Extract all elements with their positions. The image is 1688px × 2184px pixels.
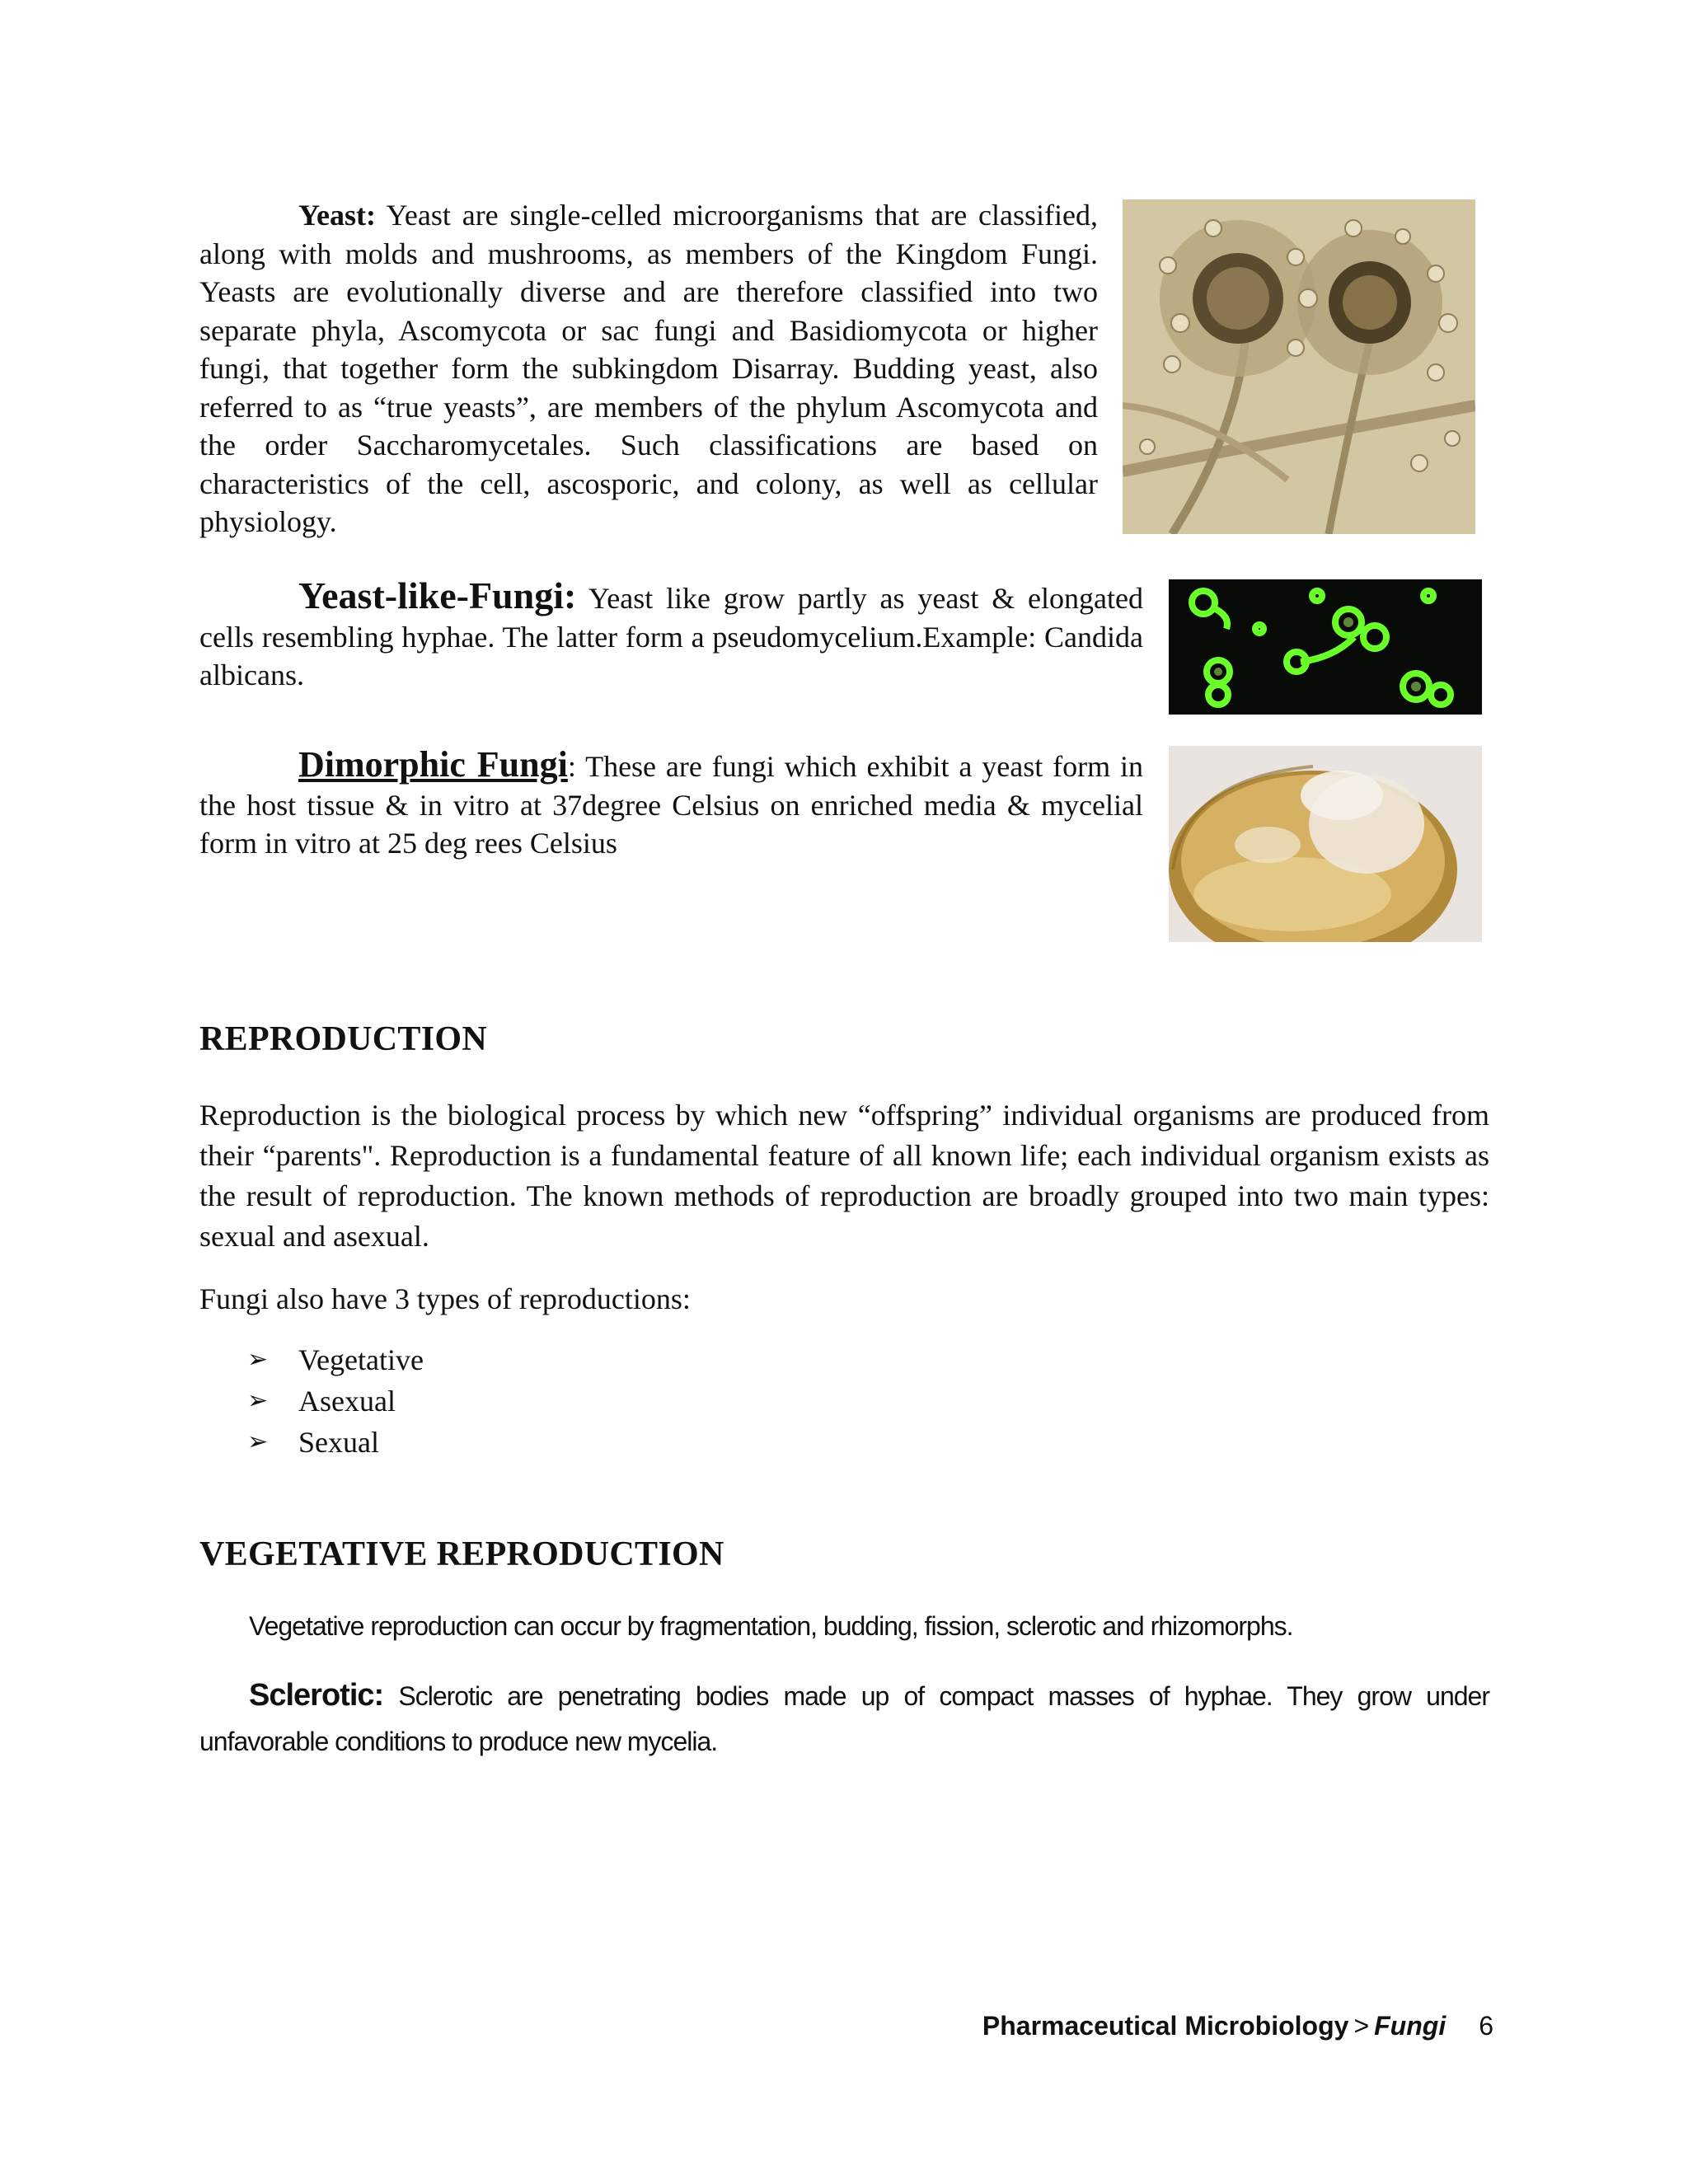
reproduction-heading: REPRODUCTION [199, 1020, 487, 1058]
dimorphic-colon: : [567, 750, 576, 783]
yeast-paragraph [199, 196, 1098, 541]
reproduction-types-list [247, 1339, 424, 1463]
dimorphic-text: These are fungi which exhibit a yeast form in the host tissue & in vitro at 37degree Celsius on enriched media & mycelial form in vitro at 25 deg rees Celsius [199, 750, 1143, 860]
page-number: 6 [1479, 2011, 1493, 2041]
arrow-bullet-icon: ➢ [247, 1345, 269, 1374]
sclerotic-paragraph [199, 1673, 1489, 1765]
footer-title: Pharmaceutical Microbiology [982, 2011, 1349, 2041]
sclerotic-text: Sclerotic are penetrating bodies made up of compact masses of hyphae. They grow under unfavorable conditions to produce new mycelia. [199, 1681, 1490, 1756]
petri-dish-culture-photo [1169, 746, 1482, 942]
footer-subtitle: Fungi [1374, 2011, 1447, 2041]
types-intro: Fungi also have 3 types of reproductions: [199, 1282, 691, 1315]
fungal-sporangia-micrograph [1123, 199, 1475, 534]
arrow-bullet-icon: ➢ [247, 1427, 269, 1456]
page-footer [982, 2011, 1493, 2041]
dimorphic-paragraph [199, 746, 1143, 863]
yeast-like-text: Yeast like grow partly as yeast & elongated cells resembling hyphae. The latter form a pseudomycelium.Example: Candida albicans. [199, 582, 1143, 691]
list-item: ➢ Vegetative [247, 1339, 424, 1380]
list-item: ➢ Asexual [247, 1380, 424, 1422]
arrow-bullet-icon: ➢ [247, 1386, 269, 1415]
dimorphic-lead: Dimorphic Fungi [298, 744, 568, 785]
yeast-text: Yeast are single-celled microorganisms that are classified, along with molds and mushrooms, as members of the Kingdom Fungi. Yeasts are evolutionally diverse and are therefore classified into two separate phyla, Ascomycota or sac fungi and Basidiomycota or higher fungi, that together form the subkingdom Disarray. Budding yeast, also referred to as “true yeasts”, are members of the phylum Ascomycota and the order Saccharomycetales. Such classifications are based on characteristics of the cell, ascosporic, and colony, as well as cellular physiology. [199, 199, 1098, 538]
vegetative-heading: VEGETATIVE REPRODUCTION [199, 1535, 724, 1573]
vegetative-paragraph: Vegetative reproduction can occur by fragmentation, budding, fission, sclerotic and rhizomorphs. [249, 1611, 1293, 1641]
candida-fluorescence-micrograph [1169, 579, 1482, 715]
reproduction-paragraph [199, 1095, 1489, 1257]
yeast-like-paragraph [199, 574, 1143, 695]
reproduction-text: Reproduction is the biological process by which new “offspring” individual organisms are produced from their “parents". Reproduction is a fundamental feature of all known life; each individual organism exists as the result of reproduction. The known methods of reproduction are broadly grouped into two main types: sexual and asexual. [199, 1099, 1489, 1253]
yeast-like-lead: Yeast-like-Fungi: [298, 574, 577, 616]
sclerotic-lead: Sclerotic: [249, 1678, 384, 1713]
list-item: ➢ Sexual [247, 1422, 424, 1463]
yeast-lead: Yeast: [298, 199, 376, 232]
footer-separator: > [1353, 2011, 1370, 2041]
